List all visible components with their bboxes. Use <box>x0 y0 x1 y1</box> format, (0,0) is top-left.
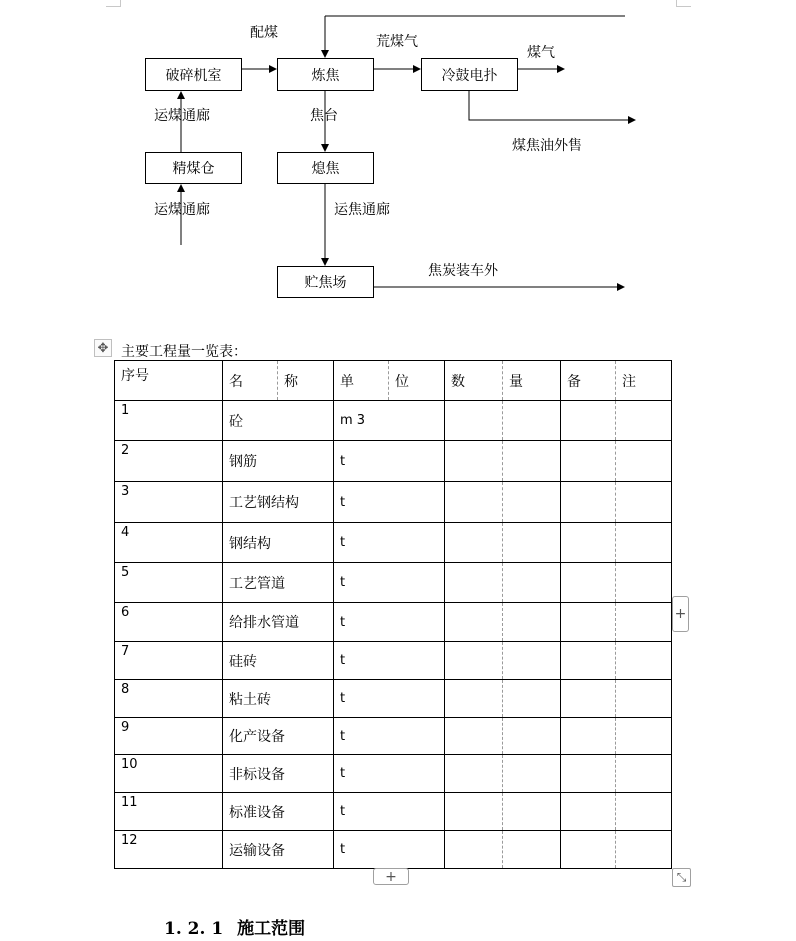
header-unit-a: 单 <box>334 361 389 401</box>
table-cell-unit: t <box>334 523 445 563</box>
table-cell-qty-b <box>503 680 561 718</box>
table-row <box>115 563 672 603</box>
table-row <box>115 441 672 482</box>
node-fine-coal-label: 精煤仓 <box>172 161 215 177</box>
table-cell-name: 工艺管道 <box>223 563 334 603</box>
section-number: 1. 2. 1 <box>164 919 224 939</box>
table-caption: 主要工程量一览表： <box>121 344 247 360</box>
table-header-row <box>115 361 672 401</box>
table-cell-unit: t <box>334 642 445 680</box>
table-cell-unit: t <box>334 718 445 755</box>
table-cell-qty-a <box>445 482 503 523</box>
table-cell-note-b <box>616 755 672 793</box>
table-row <box>115 603 672 642</box>
table-cell-note-b <box>616 642 672 680</box>
table-cell-name: 砼 <box>223 401 334 441</box>
table-row <box>115 680 672 718</box>
table-cell-qty-b <box>503 523 561 563</box>
table-cell-qty-a <box>445 603 503 642</box>
header-qty-a: 数 <box>445 361 503 401</box>
table-cell-qty-b <box>503 482 561 523</box>
table-row <box>115 642 672 680</box>
table-cell-qty-a <box>445 793 503 831</box>
table-cell-unit: t <box>334 680 445 718</box>
add-row-icon: + <box>385 868 397 885</box>
table-row <box>115 793 672 831</box>
table-cell-note-b <box>616 523 672 563</box>
table-cell-note-a <box>561 401 616 441</box>
header-note-a: 备 <box>561 361 616 401</box>
table-cell-qty-a <box>445 642 503 680</box>
table-cell-qty-a <box>445 755 503 793</box>
table-cell-qty-a <box>445 401 503 441</box>
table-cell-seq: 10 <box>115 755 223 793</box>
table-row <box>115 401 672 441</box>
table-cell-qty-b <box>503 603 561 642</box>
label-gas: 煤气 <box>527 45 555 61</box>
table-cell-unit: m 3 <box>334 401 445 441</box>
table-cell-qty-b <box>503 755 561 793</box>
label-coal-blend: 配煤 <box>250 25 278 41</box>
node-quench <box>277 152 374 184</box>
table-cell-name: 标准设备 <box>223 793 334 831</box>
table-cell-note-a <box>561 603 616 642</box>
flow-arrow-tar-out <box>469 91 635 120</box>
table-cell-note-a <box>561 718 616 755</box>
table-cell-note-b <box>616 718 672 755</box>
table-cell-seq: 12 <box>115 831 223 869</box>
table-cell-note-b <box>616 563 672 603</box>
table-cell-note-b <box>616 831 672 869</box>
table-cell-qty-b <box>503 718 561 755</box>
table-cell-qty-a <box>445 680 503 718</box>
table-cell-unit: t <box>334 563 445 603</box>
node-fine-coal <box>145 152 242 184</box>
table-cell-seq: 2 <box>115 441 223 482</box>
table-cell-name: 粘土砖 <box>223 680 334 718</box>
table-cell-seq: 1 <box>115 401 223 441</box>
node-crusher-label: 破碎机室 <box>165 67 222 84</box>
table-cell-unit: t <box>334 441 445 482</box>
node-coke-yard <box>277 266 374 298</box>
section-title: 施工范围 <box>237 919 306 939</box>
table-cell-seq: 7 <box>115 642 223 680</box>
table-cell-qty-b <box>503 441 561 482</box>
table-cell-note-a <box>561 755 616 793</box>
table-cell-note-a <box>561 680 616 718</box>
table-row <box>115 718 672 755</box>
table-cell-note-b <box>616 603 672 642</box>
table-cell-qty-b <box>503 642 561 680</box>
table-resize-handle-icon[interactable] <box>672 868 691 887</box>
table-cell-note-b <box>616 793 672 831</box>
table-cell-unit: t <box>334 793 445 831</box>
table-cell-name: 运输设备 <box>223 831 334 869</box>
table-cell-seq: 6 <box>115 603 223 642</box>
header-name-a: 名 <box>223 361 278 401</box>
node-crusher <box>145 58 242 91</box>
node-cooler <box>421 58 518 91</box>
table-cell-qty-b <box>503 793 561 831</box>
table-cell-name: 化产设备 <box>223 718 334 755</box>
table-cell-name: 钢筋 <box>223 441 334 482</box>
header-qty-b: 量 <box>503 361 561 401</box>
node-quench-label: 熄焦 <box>311 161 340 177</box>
table-row <box>115 523 672 563</box>
table-cell-seq: 5 <box>115 563 223 603</box>
table-cell-note-a <box>561 793 616 831</box>
table-cell-seq: 11 <box>115 793 223 831</box>
table-row <box>115 482 672 523</box>
node-coke-yard-label: 贮焦场 <box>304 275 347 291</box>
label-coke-platform: 焦台 <box>310 108 338 124</box>
table-cell-seq: 3 <box>115 482 223 523</box>
table-cell-note-a <box>561 482 616 523</box>
table-cell-note-a <box>561 523 616 563</box>
table-cell-unit: t <box>334 755 445 793</box>
table-cell-qty-a <box>445 563 503 603</box>
table-cell-name: 非标设备 <box>223 755 334 793</box>
node-coking-label: 炼焦 <box>311 67 340 84</box>
table-cell-name: 工艺钢结构 <box>223 482 334 523</box>
label-belt-coal-2: 运煤通廊 <box>154 202 210 218</box>
table-cell-qty-a <box>445 523 503 563</box>
table-cell-name: 给排水管道 <box>223 603 334 642</box>
table-cell-qty-a <box>445 441 503 482</box>
table-cell-seq: 9 <box>115 718 223 755</box>
table-cell-qty-a <box>445 718 503 755</box>
header-unit-b: 位 <box>389 361 445 401</box>
header-note-b: 注 <box>616 361 672 401</box>
table-cell-seq: 8 <box>115 680 223 718</box>
table-row <box>115 831 672 869</box>
table-cell-qty-b <box>503 831 561 869</box>
table-cell-note-a <box>561 441 616 482</box>
table-cell-note-b <box>616 680 672 718</box>
table-move-handle-icon[interactable] <box>94 339 112 357</box>
label-coke-truck: 焦炭装车外 <box>428 263 498 279</box>
table-cell-unit: t <box>334 831 445 869</box>
add-column-icon: + <box>674 606 687 622</box>
resize-handle-glyph: ⤡ <box>676 870 687 884</box>
table-cell-note-a <box>561 563 616 603</box>
table-cell-qty-b <box>503 401 561 441</box>
add-column-button[interactable] <box>672 596 689 632</box>
table-cell-unit: t <box>334 482 445 523</box>
header-name-b: 称 <box>278 361 334 401</box>
table-cell-note-a <box>561 642 616 680</box>
table-cell-unit: t <box>334 603 445 642</box>
node-coking <box>277 58 374 91</box>
label-tar-sale: 煤焦油外售 <box>512 138 582 154</box>
section-heading <box>164 914 305 939</box>
label-raw-gas: 荒煤气 <box>376 34 418 50</box>
quantity-table <box>114 360 672 869</box>
add-row-button[interactable] <box>373 868 409 885</box>
move-handle-glyph: ✥ <box>97 340 109 356</box>
header-seq: 序号 <box>115 361 223 401</box>
table-cell-note-a <box>561 831 616 869</box>
table-cell-seq: 4 <box>115 523 223 563</box>
table-cell-name: 钢结构 <box>223 523 334 563</box>
label-belt-coal-1: 运煤通廊 <box>154 108 210 124</box>
table-cell-note-b <box>616 401 672 441</box>
table-cell-qty-b <box>503 563 561 603</box>
table-cell-note-b <box>616 441 672 482</box>
label-belt-coke: 运焦通廊 <box>334 202 390 218</box>
node-cooler-label: 冷鼓电扑 <box>441 67 498 84</box>
table-cell-qty-a <box>445 831 503 869</box>
table-row <box>115 755 672 793</box>
table-cell-name: 硅砖 <box>223 642 334 680</box>
table-cell-note-b <box>616 482 672 523</box>
